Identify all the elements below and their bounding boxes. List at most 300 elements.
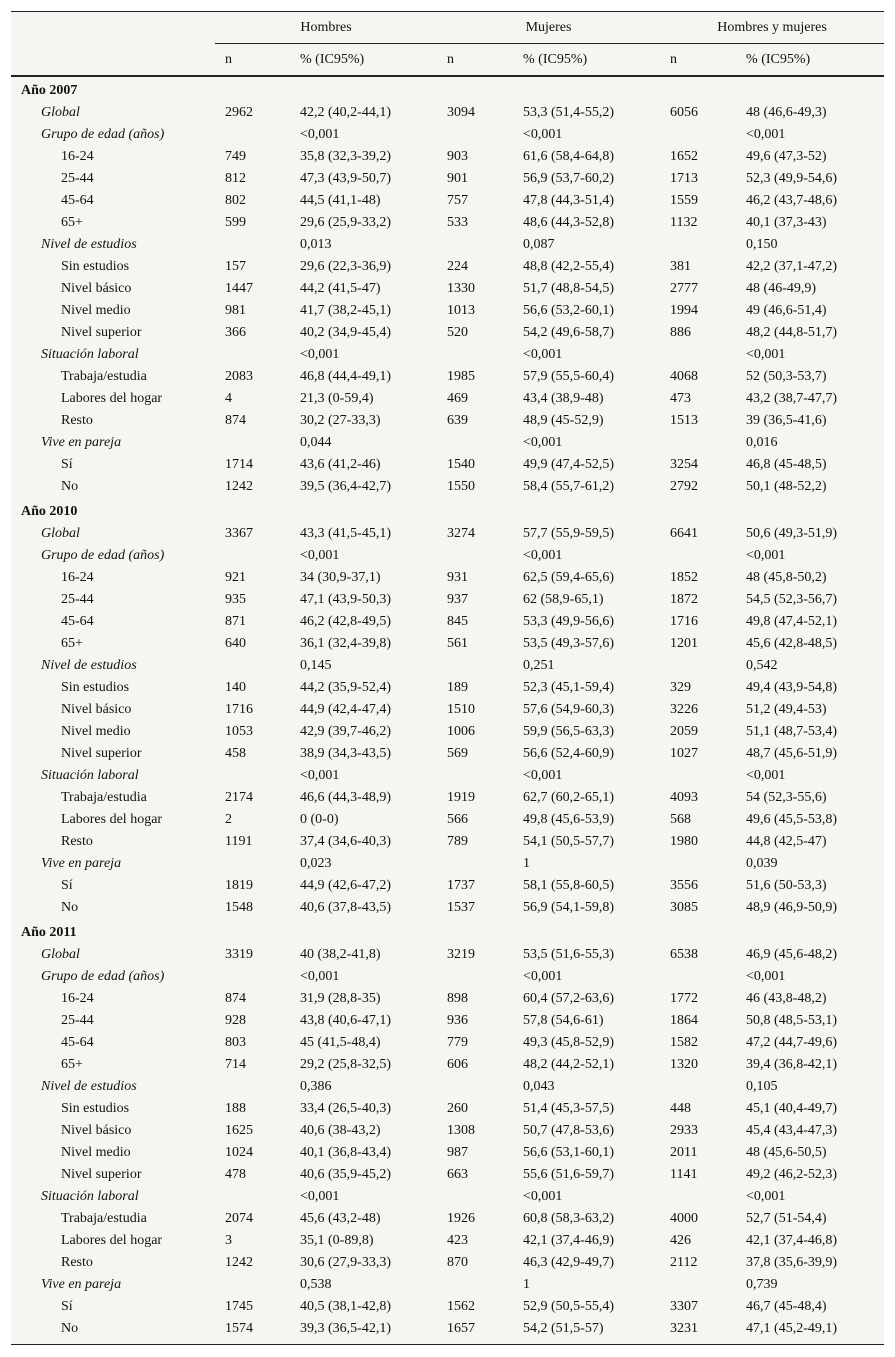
cell-pct-ambos: 48 (46,6-49,3) bbox=[746, 105, 827, 120]
cell-pct-hombres: 29,6 (22,3-36,9) bbox=[300, 259, 391, 274]
cell-n-hombres: 1574 bbox=[225, 1321, 253, 1336]
cell-pct-ambos: 50,1 (48-52,2) bbox=[746, 479, 827, 494]
cell-pct-mujeres: 58,4 (55,7-61,2) bbox=[523, 479, 615, 494]
row-label: Nivel medio bbox=[61, 303, 131, 318]
header-pct-hombres: % (IC95%) bbox=[290, 44, 437, 77]
cell-pct-hombres: 47,3 (43,9-50,7) bbox=[300, 171, 391, 186]
cell-pct-ambos: 49,2 (46,2-52,3) bbox=[746, 1167, 838, 1182]
category-row bbox=[11, 1186, 884, 1208]
cell-n-hombres bbox=[215, 655, 290, 677]
table-row bbox=[11, 988, 884, 1010]
cell-n-hombres bbox=[215, 765, 290, 787]
row-label: 65+ bbox=[61, 1057, 83, 1072]
cell-n-hombres: 714 bbox=[225, 1057, 246, 1072]
cell-n-ambos: 1513 bbox=[670, 413, 699, 428]
cell-pct-ambos: 42,1 (37,4-46,8) bbox=[746, 1233, 838, 1248]
cell-n-ambos: 3307 bbox=[670, 1299, 699, 1314]
cell-n-ambos: 886 bbox=[670, 325, 692, 340]
table-row bbox=[11, 366, 884, 388]
cell-pct-mujeres: 1 bbox=[523, 1277, 531, 1292]
cell-n-mujeres: 189 bbox=[447, 680, 469, 695]
cell-n-ambos bbox=[660, 234, 736, 256]
cell-pct-ambos: 47,2 (44,7-49,6) bbox=[746, 1035, 838, 1050]
cell-n-hombres: 157 bbox=[225, 259, 246, 274]
cell-pct-hombres: 0,145 bbox=[300, 658, 332, 673]
cell-n-mujeres: 898 bbox=[447, 991, 469, 1006]
cell-n-ambos: 329 bbox=[670, 680, 692, 695]
cell-pct-mujeres: 1 bbox=[523, 856, 531, 871]
cell-n-mujeres: 639 bbox=[447, 413, 469, 428]
category-label: Situación laboral bbox=[41, 347, 139, 362]
table-row bbox=[11, 1054, 884, 1076]
table-row bbox=[11, 476, 884, 498]
cell-pct-ambos: 52,7 (51-54,4) bbox=[746, 1211, 827, 1226]
row-label: Sin estudios bbox=[61, 259, 130, 274]
cell-pct-ambos: 48,2 (44,8-51,7) bbox=[746, 325, 838, 340]
cell-n-hombres: 981 bbox=[225, 303, 246, 318]
cell-n-ambos: 1872 bbox=[670, 592, 699, 607]
cell-pct-ambos: 51,2 (49,4-53) bbox=[746, 702, 827, 717]
cell-pct-mujeres: 62,7 (60,2-65,1) bbox=[523, 790, 615, 805]
cell-pct-mujeres: 49,8 (45,6-53,9) bbox=[523, 812, 615, 827]
cell-pct-mujeres: 59,9 (56,5-63,3) bbox=[523, 724, 615, 739]
cell-pct-mujeres: 57,6 (54,9-60,3) bbox=[523, 702, 615, 717]
cell-n-ambos: 3231 bbox=[670, 1321, 699, 1336]
cell-pct-mujeres: 62,5 (59,4-65,6) bbox=[523, 570, 615, 585]
row-label: Trabaja/estudia bbox=[61, 790, 147, 805]
cell-n-hombres: 458 bbox=[225, 746, 246, 761]
cell-pct-ambos: <0,001 bbox=[746, 969, 786, 984]
cell-pct-mujeres: <0,001 bbox=[523, 127, 563, 142]
year-label: Año 2010 bbox=[21, 504, 78, 519]
cell-n-hombres: 1242 bbox=[225, 1255, 253, 1270]
cell-n-mujeres bbox=[437, 1076, 513, 1098]
table-row bbox=[11, 278, 884, 300]
cell-pct-hombres: 44,2 (35,9-52,4) bbox=[300, 680, 391, 695]
cell-pct-ambos: 48,7 (45,6-51,9) bbox=[746, 746, 838, 761]
cell-n-hombres: 874 bbox=[225, 991, 246, 1006]
cell-n-ambos: 1772 bbox=[670, 991, 699, 1006]
cell-n-ambos: 568 bbox=[670, 812, 692, 827]
cell-pct-mujeres: 57,7 (55,9-59,5) bbox=[523, 526, 615, 541]
cell-n-ambos: 1559 bbox=[670, 193, 699, 208]
cell-n-ambos: 6641 bbox=[670, 526, 699, 541]
cell-pct-hombres: 40,6 (35,9-45,2) bbox=[300, 1167, 391, 1182]
cell-n-ambos: 381 bbox=[670, 259, 692, 274]
cell-n-hombres: 921 bbox=[225, 570, 246, 585]
cell-pct-hombres: 44,2 (41,5-47) bbox=[300, 281, 381, 296]
cell-pct-mujeres: 54,1 (50,5-57,7) bbox=[523, 834, 615, 849]
cell-n-mujeres: 789 bbox=[447, 834, 469, 849]
table-row bbox=[11, 1164, 884, 1186]
cell-pct-mujeres: 56,9 (53,7-60,2) bbox=[523, 171, 615, 186]
cell-pct-ambos: 50,6 (49,3-51,9) bbox=[746, 526, 838, 541]
table-row bbox=[11, 897, 884, 919]
row-label: Sin estudios bbox=[61, 1101, 130, 1116]
cell-n-mujeres: 903 bbox=[447, 149, 469, 164]
category-label: Grupo de edad (años) bbox=[41, 127, 165, 142]
cell-pct-hombres: 0 (0-0) bbox=[300, 812, 339, 827]
cell-n-mujeres: 606 bbox=[447, 1057, 469, 1072]
cell-n-ambos: 1980 bbox=[670, 834, 699, 849]
cell-pct-hombres: 35,1 (0-89,8) bbox=[300, 1233, 374, 1248]
cell-n-mujeres bbox=[437, 655, 513, 677]
cell-n-hombres: 640 bbox=[225, 636, 246, 651]
row-label: Trabaja/estudia bbox=[61, 369, 147, 384]
cell-n-hombres: 1625 bbox=[225, 1123, 253, 1138]
category-label: Global bbox=[41, 526, 80, 541]
cell-pct-mujeres: 47,8 (44,3-51,4) bbox=[523, 193, 615, 208]
table-row bbox=[11, 300, 884, 322]
cell-pct-ambos: 49,6 (47,3-52) bbox=[746, 149, 827, 164]
cell-pct-hombres: 21,3 (0-59,4) bbox=[300, 391, 374, 406]
category-label: Nivel de estudios bbox=[41, 658, 137, 673]
cell-pct-mujeres: 49,3 (45,8-52,9) bbox=[523, 1035, 615, 1050]
cell-pct-ambos: 47,1 (45,2-49,1) bbox=[746, 1321, 838, 1336]
row-label: 16-24 bbox=[61, 570, 94, 585]
category-row bbox=[11, 944, 884, 966]
cell-n-mujeres bbox=[437, 234, 513, 256]
cell-pct-mujeres: 51,7 (48,8-54,5) bbox=[523, 281, 615, 296]
row-label: Labores del hogar bbox=[61, 1233, 163, 1248]
cell-pct-mujeres: 62 (58,9-65,1) bbox=[523, 592, 604, 607]
cell-n-hombres: 3 bbox=[225, 1233, 232, 1248]
cell-n-mujeres: 520 bbox=[447, 325, 469, 340]
cell-n-ambos: 2777 bbox=[670, 281, 699, 296]
row-label: Sin estudios bbox=[61, 680, 130, 695]
cell-pct-ambos: 49,6 (45,5-53,8) bbox=[746, 812, 838, 827]
cell-n-mujeres: 901 bbox=[447, 171, 469, 186]
table-row bbox=[11, 787, 884, 809]
cell-pct-hombres: <0,001 bbox=[300, 347, 340, 362]
category-row bbox=[11, 1274, 884, 1296]
cell-pct-ambos: 40,1 (37,3-43) bbox=[746, 215, 827, 230]
cell-n-mujeres: 1919 bbox=[447, 790, 476, 805]
cell-pct-mujeres: 52,9 (50,5-55,4) bbox=[523, 1299, 615, 1314]
row-label: 16-24 bbox=[61, 991, 94, 1006]
cell-pct-hombres: 39,3 (36,5-42,1) bbox=[300, 1321, 391, 1336]
category-row bbox=[11, 102, 884, 124]
cell-n-mujeres: 1550 bbox=[447, 479, 476, 494]
cell-n-hombres: 3319 bbox=[225, 947, 253, 962]
cell-pct-mujeres: 51,4 (45,3-57,5) bbox=[523, 1101, 615, 1116]
cell-pct-ambos: 46,8 (45-48,5) bbox=[746, 457, 827, 472]
cell-n-mujeres: 1562 bbox=[447, 1299, 476, 1314]
category-row bbox=[11, 966, 884, 988]
cell-pct-ambos: 45,4 (43,4-47,3) bbox=[746, 1123, 838, 1138]
cell-pct-ambos: 49,4 (43,9-54,8) bbox=[746, 680, 838, 695]
cell-pct-mujeres: 49,9 (47,4-52,5) bbox=[523, 457, 615, 472]
table-row bbox=[11, 589, 884, 611]
cell-n-mujeres bbox=[437, 1186, 513, 1208]
cell-pct-ambos: 45,6 (42,8-48,5) bbox=[746, 636, 838, 651]
cell-pct-hombres: 29,2 (25,8-32,5) bbox=[300, 1057, 391, 1072]
table-row bbox=[11, 212, 884, 234]
cell-pct-mujeres: 56,9 (54,1-59,8) bbox=[523, 900, 615, 915]
cell-pct-hombres: 0,538 bbox=[300, 1277, 332, 1292]
cell-pct-mujeres: 56,6 (52,4-60,9) bbox=[523, 746, 615, 761]
category-row bbox=[11, 344, 884, 366]
cell-n-ambos: 473 bbox=[670, 391, 692, 406]
table-row bbox=[11, 1208, 884, 1230]
cell-pct-hombres: 35,8 (32,3-39,2) bbox=[300, 149, 391, 164]
table-row bbox=[11, 633, 884, 655]
cell-n-mujeres: 566 bbox=[447, 812, 469, 827]
cell-n-hombres bbox=[215, 966, 290, 988]
cell-n-mujeres bbox=[437, 432, 513, 454]
row-label: Nivel básico bbox=[61, 1123, 132, 1138]
cell-pct-mujeres: 56,6 (53,2-60,1) bbox=[523, 303, 615, 318]
cell-pct-hombres: 36,1 (32,4-39,8) bbox=[300, 636, 391, 651]
cell-pct-hombres: 45 (41,5-48,4) bbox=[300, 1035, 381, 1050]
row-label: Resto bbox=[61, 834, 93, 849]
category-label: Grupo de edad (años) bbox=[41, 548, 165, 563]
cell-n-ambos: 2933 bbox=[670, 1123, 699, 1138]
cell-n-hombres bbox=[215, 234, 290, 256]
cell-n-hombres: 2174 bbox=[225, 790, 253, 805]
cell-pct-mujeres: 57,9 (55,5-60,4) bbox=[523, 369, 615, 384]
cell-n-mujeres: 3094 bbox=[447, 105, 476, 120]
cell-pct-mujeres: 0,043 bbox=[523, 1079, 555, 1094]
cell-n-ambos: 1652 bbox=[670, 149, 699, 164]
cell-pct-ambos: 52,3 (49,9-54,6) bbox=[746, 171, 838, 186]
cell-pct-ambos: 0,105 bbox=[746, 1079, 778, 1094]
cell-pct-hombres: 0,386 bbox=[300, 1079, 332, 1094]
cell-n-hombres: 2962 bbox=[225, 105, 253, 120]
header-empty-cell bbox=[11, 12, 215, 44]
header-group-row bbox=[11, 12, 884, 44]
cell-n-ambos: 1201 bbox=[670, 636, 699, 651]
header-n-mujeres: n bbox=[437, 44, 513, 77]
category-label: Grupo de edad (años) bbox=[41, 969, 165, 984]
cell-n-mujeres: 936 bbox=[447, 1013, 469, 1028]
cell-n-hombres: 140 bbox=[225, 680, 246, 695]
table-row bbox=[11, 1010, 884, 1032]
cell-n-hombres: 1024 bbox=[225, 1145, 253, 1160]
cell-pct-ambos: 0,039 bbox=[746, 856, 778, 871]
cell-pct-ambos: 39,4 (36,8-42,1) bbox=[746, 1057, 838, 1072]
cell-n-hombres: 1191 bbox=[225, 834, 253, 849]
cell-n-mujeres: 1537 bbox=[447, 900, 476, 915]
data-table bbox=[11, 12, 884, 1340]
cell-pct-mujeres: 48,6 (44,3-52,8) bbox=[523, 215, 615, 230]
cell-n-hombres: 802 bbox=[225, 193, 246, 208]
table-body bbox=[11, 76, 884, 1340]
cell-pct-hombres: 42,2 (40,2-44,1) bbox=[300, 105, 391, 120]
cell-n-mujeres: 533 bbox=[447, 215, 469, 230]
category-label: Nivel de estudios bbox=[41, 1079, 137, 1094]
cell-pct-hombres: 40,6 (37,8-43,5) bbox=[300, 900, 391, 915]
cell-n-hombres: 1242 bbox=[225, 479, 253, 494]
cell-pct-hombres: 43,3 (41,5-45,1) bbox=[300, 526, 391, 541]
cell-pct-ambos: 48,9 (46,9-50,9) bbox=[746, 900, 838, 915]
cell-n-mujeres: 1540 bbox=[447, 457, 476, 472]
header-n-hombres: n bbox=[215, 44, 290, 77]
cell-n-ambos: 1141 bbox=[670, 1167, 698, 1182]
cell-pct-mujeres: 53,3 (51,4-55,2) bbox=[523, 105, 615, 120]
cell-pct-hombres: <0,001 bbox=[300, 127, 340, 142]
cell-pct-ambos: 52 (50,3-53,7) bbox=[746, 369, 827, 384]
cell-pct-mujeres: 42,1 (37,4-46,9) bbox=[523, 1233, 615, 1248]
row-label: 45-64 bbox=[61, 1035, 94, 1050]
cell-pct-ambos: 37,8 (35,6-39,9) bbox=[746, 1255, 838, 1270]
category-label: Vive en pareja bbox=[41, 435, 122, 450]
cell-pct-hombres: 0,023 bbox=[300, 856, 332, 871]
cell-n-mujeres: 469 bbox=[447, 391, 469, 406]
category-row bbox=[11, 853, 884, 875]
cell-n-mujeres: 845 bbox=[447, 614, 469, 629]
table-row bbox=[11, 611, 884, 633]
table-row bbox=[11, 721, 884, 743]
cell-n-mujeres: 3274 bbox=[447, 526, 476, 541]
cell-pct-ambos: <0,001 bbox=[746, 127, 786, 142]
cell-n-mujeres: 1013 bbox=[447, 303, 476, 318]
cell-pct-mujeres: 43,4 (38,9-48) bbox=[523, 391, 604, 406]
table-row bbox=[11, 1296, 884, 1318]
cell-n-ambos: 448 bbox=[670, 1101, 692, 1116]
cell-pct-mujeres: 53,5 (51,6-55,3) bbox=[523, 947, 615, 962]
cell-pct-ambos: 46,9 (45,6-48,2) bbox=[746, 947, 838, 962]
cell-pct-hombres: <0,001 bbox=[300, 1189, 340, 1204]
table-row bbox=[11, 1230, 884, 1252]
cell-n-mujeres: 1737 bbox=[447, 878, 476, 893]
cell-n-mujeres: 260 bbox=[447, 1101, 469, 1116]
cell-n-ambos: 6538 bbox=[670, 947, 699, 962]
cell-n-mujeres: 1510 bbox=[447, 702, 476, 717]
cell-n-mujeres: 1308 bbox=[447, 1123, 476, 1138]
cell-n-ambos: 4000 bbox=[670, 1211, 699, 1226]
cell-n-ambos: 1864 bbox=[670, 1013, 699, 1028]
cell-pct-mujeres: 53,3 (49,9-56,6) bbox=[523, 614, 615, 629]
category-row bbox=[11, 765, 884, 787]
cell-pct-hombres: 33,4 (26,5-40,3) bbox=[300, 1101, 391, 1116]
cell-pct-ambos: 0,542 bbox=[746, 658, 778, 673]
cell-n-mujeres: 423 bbox=[447, 1233, 469, 1248]
table-row bbox=[11, 146, 884, 168]
cell-n-hombres: 3367 bbox=[225, 526, 253, 541]
cell-n-hombres: 812 bbox=[225, 171, 246, 186]
row-label: Trabaja/estudia bbox=[61, 1211, 147, 1226]
cell-pct-mujeres: 48,2 (44,2-52,1) bbox=[523, 1057, 615, 1072]
cell-n-ambos bbox=[660, 124, 736, 146]
cell-pct-hombres: 29,6 (25,9-33,2) bbox=[300, 215, 391, 230]
category-label: Global bbox=[41, 105, 80, 120]
cell-pct-ambos: 43,2 (38,7-47,7) bbox=[746, 391, 838, 406]
cell-pct-ambos: 0,739 bbox=[746, 1277, 778, 1292]
cell-pct-ambos: 44,8 (42,5-47) bbox=[746, 834, 827, 849]
cell-n-mujeres: 1926 bbox=[447, 1211, 476, 1226]
header-pct-ambos: % (IC95%) bbox=[736, 44, 884, 77]
cell-n-ambos bbox=[660, 853, 736, 875]
cell-n-ambos bbox=[660, 545, 736, 567]
cell-n-ambos: 1132 bbox=[670, 215, 698, 230]
cell-n-mujeres bbox=[437, 124, 513, 146]
table-row bbox=[11, 567, 884, 589]
table-row bbox=[11, 1142, 884, 1164]
year-row bbox=[11, 76, 884, 102]
cell-n-ambos: 2011 bbox=[670, 1145, 698, 1160]
cell-n-ambos: 2059 bbox=[670, 724, 699, 739]
cell-pct-hombres: 40,6 (38-43,2) bbox=[300, 1123, 381, 1138]
cell-pct-hombres: 34 (30,9-37,1) bbox=[300, 570, 381, 585]
year-row bbox=[11, 919, 884, 944]
cell-pct-mujeres: <0,001 bbox=[523, 1189, 563, 1204]
cell-n-mujeres: 1330 bbox=[447, 281, 476, 296]
category-label: Situación laboral bbox=[41, 768, 139, 783]
table-row bbox=[11, 743, 884, 765]
cell-pct-hombres: 38,9 (34,3-43,5) bbox=[300, 746, 391, 761]
row-label: Resto bbox=[61, 413, 93, 428]
cell-n-ambos: 1994 bbox=[670, 303, 699, 318]
category-row bbox=[11, 1076, 884, 1098]
cell-pct-mujeres: 61,6 (58,4-64,8) bbox=[523, 149, 615, 164]
cell-n-hombres: 1053 bbox=[225, 724, 253, 739]
cell-n-hombres: 366 bbox=[225, 325, 246, 340]
row-label: No bbox=[61, 900, 79, 915]
cell-n-ambos bbox=[660, 1274, 736, 1296]
cell-n-hombres: 2074 bbox=[225, 1211, 253, 1226]
cell-pct-ambos: 39 (36,5-41,6) bbox=[746, 413, 827, 428]
row-label: Nivel superior bbox=[61, 325, 142, 340]
year-label: Año 2007 bbox=[21, 83, 78, 98]
year-label: Año 2011 bbox=[21, 925, 77, 940]
cell-pct-ambos: 49,8 (47,4-52,1) bbox=[746, 614, 838, 629]
table-row bbox=[11, 1318, 884, 1340]
cell-pct-ambos: 51,1 (48,7-53,4) bbox=[746, 724, 838, 739]
cell-n-mujeres: 757 bbox=[447, 193, 469, 208]
cell-n-hombres bbox=[215, 853, 290, 875]
cell-pct-hombres: 41,7 (38,2-45,1) bbox=[300, 303, 391, 318]
table-row bbox=[11, 256, 884, 278]
cell-pct-hombres: 43,8 (40,6-47,1) bbox=[300, 1013, 391, 1028]
cell-pct-mujeres: 48,8 (42,2-55,4) bbox=[523, 259, 615, 274]
cell-n-hombres: 478 bbox=[225, 1167, 246, 1182]
row-label: Nivel básico bbox=[61, 281, 132, 296]
cell-n-ambos: 1716 bbox=[670, 614, 699, 629]
cell-n-ambos bbox=[660, 966, 736, 988]
cell-n-hombres: 928 bbox=[225, 1013, 246, 1028]
cell-n-ambos: 1852 bbox=[670, 570, 699, 585]
row-label: 45-64 bbox=[61, 614, 94, 629]
cell-pct-hombres: <0,001 bbox=[300, 768, 340, 783]
category-label: Global bbox=[41, 947, 80, 962]
cell-n-hombres: 4 bbox=[225, 391, 232, 406]
row-label: Sí bbox=[61, 457, 73, 472]
cell-n-hombres bbox=[215, 1274, 290, 1296]
cell-n-mujeres: 1985 bbox=[447, 369, 476, 384]
cell-n-hombres: 871 bbox=[225, 614, 246, 629]
cell-n-ambos bbox=[660, 344, 736, 366]
cell-pct-mujeres: 0,251 bbox=[523, 658, 555, 673]
cell-pct-mujeres: 48,9 (45-52,9) bbox=[523, 413, 604, 428]
cell-n-ambos: 3226 bbox=[670, 702, 699, 717]
cell-n-hombres bbox=[215, 432, 290, 454]
cell-n-hombres: 1745 bbox=[225, 1299, 253, 1314]
cell-n-hombres bbox=[215, 344, 290, 366]
header-pct-mujeres: % (IC95%) bbox=[513, 44, 660, 77]
cell-pct-ambos: 0,016 bbox=[746, 435, 778, 450]
table-row bbox=[11, 1098, 884, 1120]
cell-pct-ambos: 54,5 (52,3-56,7) bbox=[746, 592, 838, 607]
table-row bbox=[11, 388, 884, 410]
table-row bbox=[11, 699, 884, 721]
table-row bbox=[11, 1120, 884, 1142]
cell-n-ambos: 3085 bbox=[670, 900, 699, 915]
header-empty-cell bbox=[11, 44, 215, 77]
row-label: 45-64 bbox=[61, 193, 94, 208]
cell-pct-mujeres: 60,8 (58,3-63,2) bbox=[523, 1211, 615, 1226]
cell-pct-mujeres: 46,3 (42,9-49,7) bbox=[523, 1255, 615, 1270]
